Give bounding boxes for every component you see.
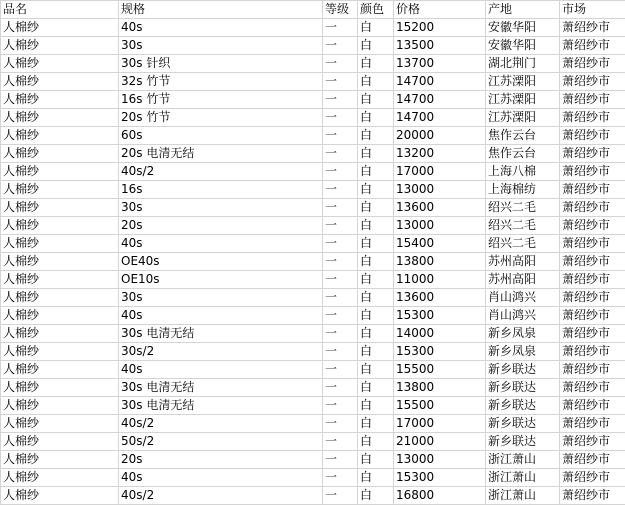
cell-origin: 浙江萧山: [486, 451, 560, 469]
cell-origin: 安徽华阳: [486, 37, 560, 55]
cell-origin: 新乡凤泉: [486, 325, 560, 343]
header-color: 颜色: [358, 1, 394, 19]
cell-spec: 30s 针织: [119, 55, 323, 73]
cell-spec: 40s: [119, 361, 323, 379]
cell-grade: 一: [323, 271, 358, 289]
cell-origin: 肖山鸿兴: [486, 289, 560, 307]
cell-color: 白: [358, 181, 394, 199]
cell-product: 人棉纱: [1, 307, 119, 325]
cell-product: 人棉纱: [1, 343, 119, 361]
cell-color: 白: [358, 433, 394, 451]
cell-market: 萧绍纱市: [560, 343, 625, 361]
cell-price: 15400: [394, 235, 486, 253]
table-row: [1, 73, 625, 91]
cell-origin: 新乡联达: [486, 415, 560, 433]
cell-grade: 一: [323, 289, 358, 307]
table-row: [1, 379, 625, 397]
cell-color: 白: [358, 343, 394, 361]
cell-origin: 新乡凤泉: [486, 343, 560, 361]
cell-spec: 40s: [119, 307, 323, 325]
cell-product: 人棉纱: [1, 397, 119, 415]
cell-product: 人棉纱: [1, 109, 119, 127]
table-row: [1, 271, 625, 289]
cell-grade: 一: [323, 145, 358, 163]
cell-product: 人棉纱: [1, 415, 119, 433]
cell-color: 白: [358, 361, 394, 379]
cell-color: 白: [358, 37, 394, 55]
cell-product: 人棉纱: [1, 91, 119, 109]
cell-market: 萧绍纱市: [560, 289, 625, 307]
cell-spec: 40s: [119, 235, 323, 253]
header-row: [1, 1, 625, 19]
cell-product: 人棉纱: [1, 451, 119, 469]
cell-price: 13600: [394, 289, 486, 307]
cell-spec: 16s: [119, 181, 323, 199]
table-row: [1, 289, 625, 307]
cell-price: 14700: [394, 109, 486, 127]
cell-color: 白: [358, 487, 394, 505]
cell-spec: 20s 电清无结: [119, 145, 323, 163]
cell-color: 白: [358, 199, 394, 217]
cell-market: 萧绍纱市: [560, 469, 625, 487]
cell-color: 白: [358, 307, 394, 325]
cell-spec: 40s/2: [119, 163, 323, 181]
cell-product: 人棉纱: [1, 217, 119, 235]
cell-spec: 30s 电清无结: [119, 379, 323, 397]
cell-grade: 一: [323, 433, 358, 451]
cell-product: 人棉纱: [1, 433, 119, 451]
cell-color: 白: [358, 19, 394, 37]
table-row: [1, 397, 625, 415]
table-row: [1, 199, 625, 217]
cell-origin: 新乡联达: [486, 379, 560, 397]
cell-spec: 40s: [119, 469, 323, 487]
cell-price: 13600: [394, 199, 486, 217]
table-row: [1, 433, 625, 451]
cell-product: 人棉纱: [1, 271, 119, 289]
cell-grade: 一: [323, 73, 358, 91]
cell-price: 13700: [394, 55, 486, 73]
cell-market: 萧绍纱市: [560, 307, 625, 325]
cell-origin: 新乡联达: [486, 433, 560, 451]
cell-spec: 20s: [119, 217, 323, 235]
cell-price: 13800: [394, 379, 486, 397]
cell-color: 白: [358, 271, 394, 289]
cell-origin: 上海八棉: [486, 163, 560, 181]
table-row: [1, 37, 625, 55]
cell-origin: 新乡联达: [486, 361, 560, 379]
cell-origin: 江苏溧阳: [486, 73, 560, 91]
table-row: [1, 235, 625, 253]
cell-market: 萧绍纱市: [560, 91, 625, 109]
cell-market: 萧绍纱市: [560, 253, 625, 271]
cell-price: 15300: [394, 469, 486, 487]
cell-origin: 江苏溧阳: [486, 91, 560, 109]
cell-color: 白: [358, 415, 394, 433]
cell-product: 人棉纱: [1, 37, 119, 55]
cell-grade: 一: [323, 451, 358, 469]
table-row: [1, 55, 625, 73]
cell-price: 14000: [394, 325, 486, 343]
table-row: [1, 325, 625, 343]
cell-market: 萧绍纱市: [560, 433, 625, 451]
cell-price: 16800: [394, 487, 486, 505]
cell-market: 萧绍纱市: [560, 397, 625, 415]
cell-market: 萧绍纱市: [560, 37, 625, 55]
header-origin: 产地: [486, 1, 560, 19]
cell-grade: 一: [323, 55, 358, 73]
cell-product: 人棉纱: [1, 55, 119, 73]
cell-market: 萧绍纱市: [560, 199, 625, 217]
cell-price: 13200: [394, 145, 486, 163]
cell-color: 白: [358, 253, 394, 271]
cell-price: 15500: [394, 397, 486, 415]
cell-color: 白: [358, 127, 394, 145]
cell-product: 人棉纱: [1, 487, 119, 505]
cell-color: 白: [358, 73, 394, 91]
cell-product: 人棉纱: [1, 325, 119, 343]
cell-grade: 一: [323, 253, 358, 271]
cell-price: 15300: [394, 307, 486, 325]
cell-market: 萧绍纱市: [560, 271, 625, 289]
table-row: [1, 19, 625, 37]
cell-market: 萧绍纱市: [560, 379, 625, 397]
cell-product: 人棉纱: [1, 469, 119, 487]
cell-spec: 32s 竹节: [119, 73, 323, 91]
cell-grade: 一: [323, 487, 358, 505]
cell-market: 萧绍纱市: [560, 181, 625, 199]
cell-market: 萧绍纱市: [560, 325, 625, 343]
cell-grade: 一: [323, 379, 358, 397]
header-spec: 规格: [119, 1, 323, 19]
cell-origin: 浙江萧山: [486, 469, 560, 487]
table-row: [1, 487, 625, 505]
cell-color: 白: [358, 235, 394, 253]
cell-grade: 一: [323, 361, 358, 379]
cell-price: 15200: [394, 19, 486, 37]
cell-origin: 上海棉纺: [486, 181, 560, 199]
cell-price: 14700: [394, 73, 486, 91]
cell-price: 17000: [394, 415, 486, 433]
cell-spec: 30s: [119, 289, 323, 307]
cell-spec: 40s: [119, 19, 323, 37]
cell-grade: 一: [323, 415, 358, 433]
cell-origin: 苏州高阳: [486, 253, 560, 271]
table-row: [1, 451, 625, 469]
cell-market: 萧绍纱市: [560, 73, 625, 91]
header-product: 品名: [1, 1, 119, 19]
cell-price: 14700: [394, 91, 486, 109]
table-row: [1, 361, 625, 379]
cell-price: 13000: [394, 217, 486, 235]
cell-market: 萧绍纱市: [560, 55, 625, 73]
cell-price: 21000: [394, 433, 486, 451]
table-row: [1, 181, 625, 199]
cell-grade: 一: [323, 181, 358, 199]
cell-grade: 一: [323, 37, 358, 55]
table-row: [1, 109, 625, 127]
table-row: [1, 307, 625, 325]
cell-price: 17000: [394, 163, 486, 181]
cell-origin: 苏州高阳: [486, 271, 560, 289]
cell-grade: 一: [323, 235, 358, 253]
cell-color: 白: [358, 163, 394, 181]
cell-market: 萧绍纱市: [560, 235, 625, 253]
table-row: [1, 145, 625, 163]
cell-color: 白: [358, 325, 394, 343]
table-body: [1, 19, 625, 505]
cell-spec: 60s: [119, 127, 323, 145]
cell-price: 13500: [394, 37, 486, 55]
cell-origin: 安徽华阳: [486, 19, 560, 37]
cell-color: 白: [358, 91, 394, 109]
cell-grade: 一: [323, 307, 358, 325]
cell-market: 萧绍纱市: [560, 109, 625, 127]
cell-origin: 焦作云台: [486, 127, 560, 145]
cell-spec: 16s 竹节: [119, 91, 323, 109]
header-grade: 等级: [323, 1, 358, 19]
cell-product: 人棉纱: [1, 253, 119, 271]
cell-product: 人棉纱: [1, 235, 119, 253]
cell-price: 11000: [394, 271, 486, 289]
table-row: [1, 415, 625, 433]
cell-color: 白: [358, 217, 394, 235]
cell-origin: 绍兴二毛: [486, 235, 560, 253]
cell-color: 白: [358, 379, 394, 397]
cell-price: 15500: [394, 361, 486, 379]
cell-grade: 一: [323, 109, 358, 127]
table-row: [1, 91, 625, 109]
cell-product: 人棉纱: [1, 19, 119, 37]
cell-color: 白: [358, 469, 394, 487]
cell-market: 萧绍纱市: [560, 127, 625, 145]
cell-price: 20000: [394, 127, 486, 145]
cell-spec: OE40s: [119, 253, 323, 271]
cell-grade: 一: [323, 91, 358, 109]
cell-origin: 绍兴二毛: [486, 199, 560, 217]
cell-color: 白: [358, 289, 394, 307]
cell-origin: 江苏溧阳: [486, 109, 560, 127]
cell-product: 人棉纱: [1, 379, 119, 397]
cell-origin: 焦作云台: [486, 145, 560, 163]
cell-product: 人棉纱: [1, 199, 119, 217]
cell-market: 萧绍纱市: [560, 361, 625, 379]
cell-origin: 绍兴二毛: [486, 217, 560, 235]
cell-color: 白: [358, 109, 394, 127]
cell-product: 人棉纱: [1, 127, 119, 145]
header-market: 市场: [560, 1, 625, 19]
cell-product: 人棉纱: [1, 181, 119, 199]
table-row: [1, 217, 625, 235]
cell-price: 13000: [394, 181, 486, 199]
cell-grade: 一: [323, 469, 358, 487]
cell-grade: 一: [323, 217, 358, 235]
cell-spec: 20s: [119, 451, 323, 469]
cell-origin: 湖北荆门: [486, 55, 560, 73]
cell-price: 13000: [394, 451, 486, 469]
cell-spec: 30s: [119, 199, 323, 217]
table-row: [1, 253, 625, 271]
cell-spec: 50s/2: [119, 433, 323, 451]
cell-product: 人棉纱: [1, 289, 119, 307]
cell-market: 萧绍纱市: [560, 415, 625, 433]
cell-price: 13800: [394, 253, 486, 271]
cell-color: 白: [358, 451, 394, 469]
cell-spec: 40s/2: [119, 415, 323, 433]
table-row: [1, 343, 625, 361]
table-row: [1, 163, 625, 181]
cell-grade: 一: [323, 325, 358, 343]
table-row: [1, 469, 625, 487]
cell-market: 萧绍纱市: [560, 19, 625, 37]
cell-origin: 浙江萧山: [486, 487, 560, 505]
cell-color: 白: [358, 397, 394, 415]
cell-grade: 一: [323, 19, 358, 37]
cell-origin: 肖山鸿兴: [486, 307, 560, 325]
cell-price: 15300: [394, 343, 486, 361]
cell-grade: 一: [323, 199, 358, 217]
cell-market: 萧绍纱市: [560, 163, 625, 181]
cell-grade: 一: [323, 397, 358, 415]
table-row: [1, 127, 625, 145]
cell-product: 人棉纱: [1, 361, 119, 379]
cell-grade: 一: [323, 127, 358, 145]
cell-spec: 30s 电清无结: [119, 397, 323, 415]
cell-market: 萧绍纱市: [560, 451, 625, 469]
header-price: 价格: [394, 1, 486, 19]
cell-spec: OE10s: [119, 271, 323, 289]
cell-spec: 40s/2: [119, 487, 323, 505]
cell-color: 白: [358, 55, 394, 73]
cell-market: 萧绍纱市: [560, 145, 625, 163]
cell-market: 萧绍纱市: [560, 487, 625, 505]
cell-product: 人棉纱: [1, 73, 119, 91]
cell-spec: 30s/2: [119, 343, 323, 361]
cell-product: 人棉纱: [1, 145, 119, 163]
cell-spec: 20s 竹节: [119, 109, 323, 127]
cell-origin: 新乡联达: [486, 397, 560, 415]
cell-product: 人棉纱: [1, 163, 119, 181]
cell-spec: 30s: [119, 37, 323, 55]
cell-color: 白: [358, 145, 394, 163]
cell-grade: 一: [323, 343, 358, 361]
cell-grade: 一: [323, 163, 358, 181]
cell-market: 萧绍纱市: [560, 217, 625, 235]
cell-spec: 30s 电清无结: [119, 325, 323, 343]
